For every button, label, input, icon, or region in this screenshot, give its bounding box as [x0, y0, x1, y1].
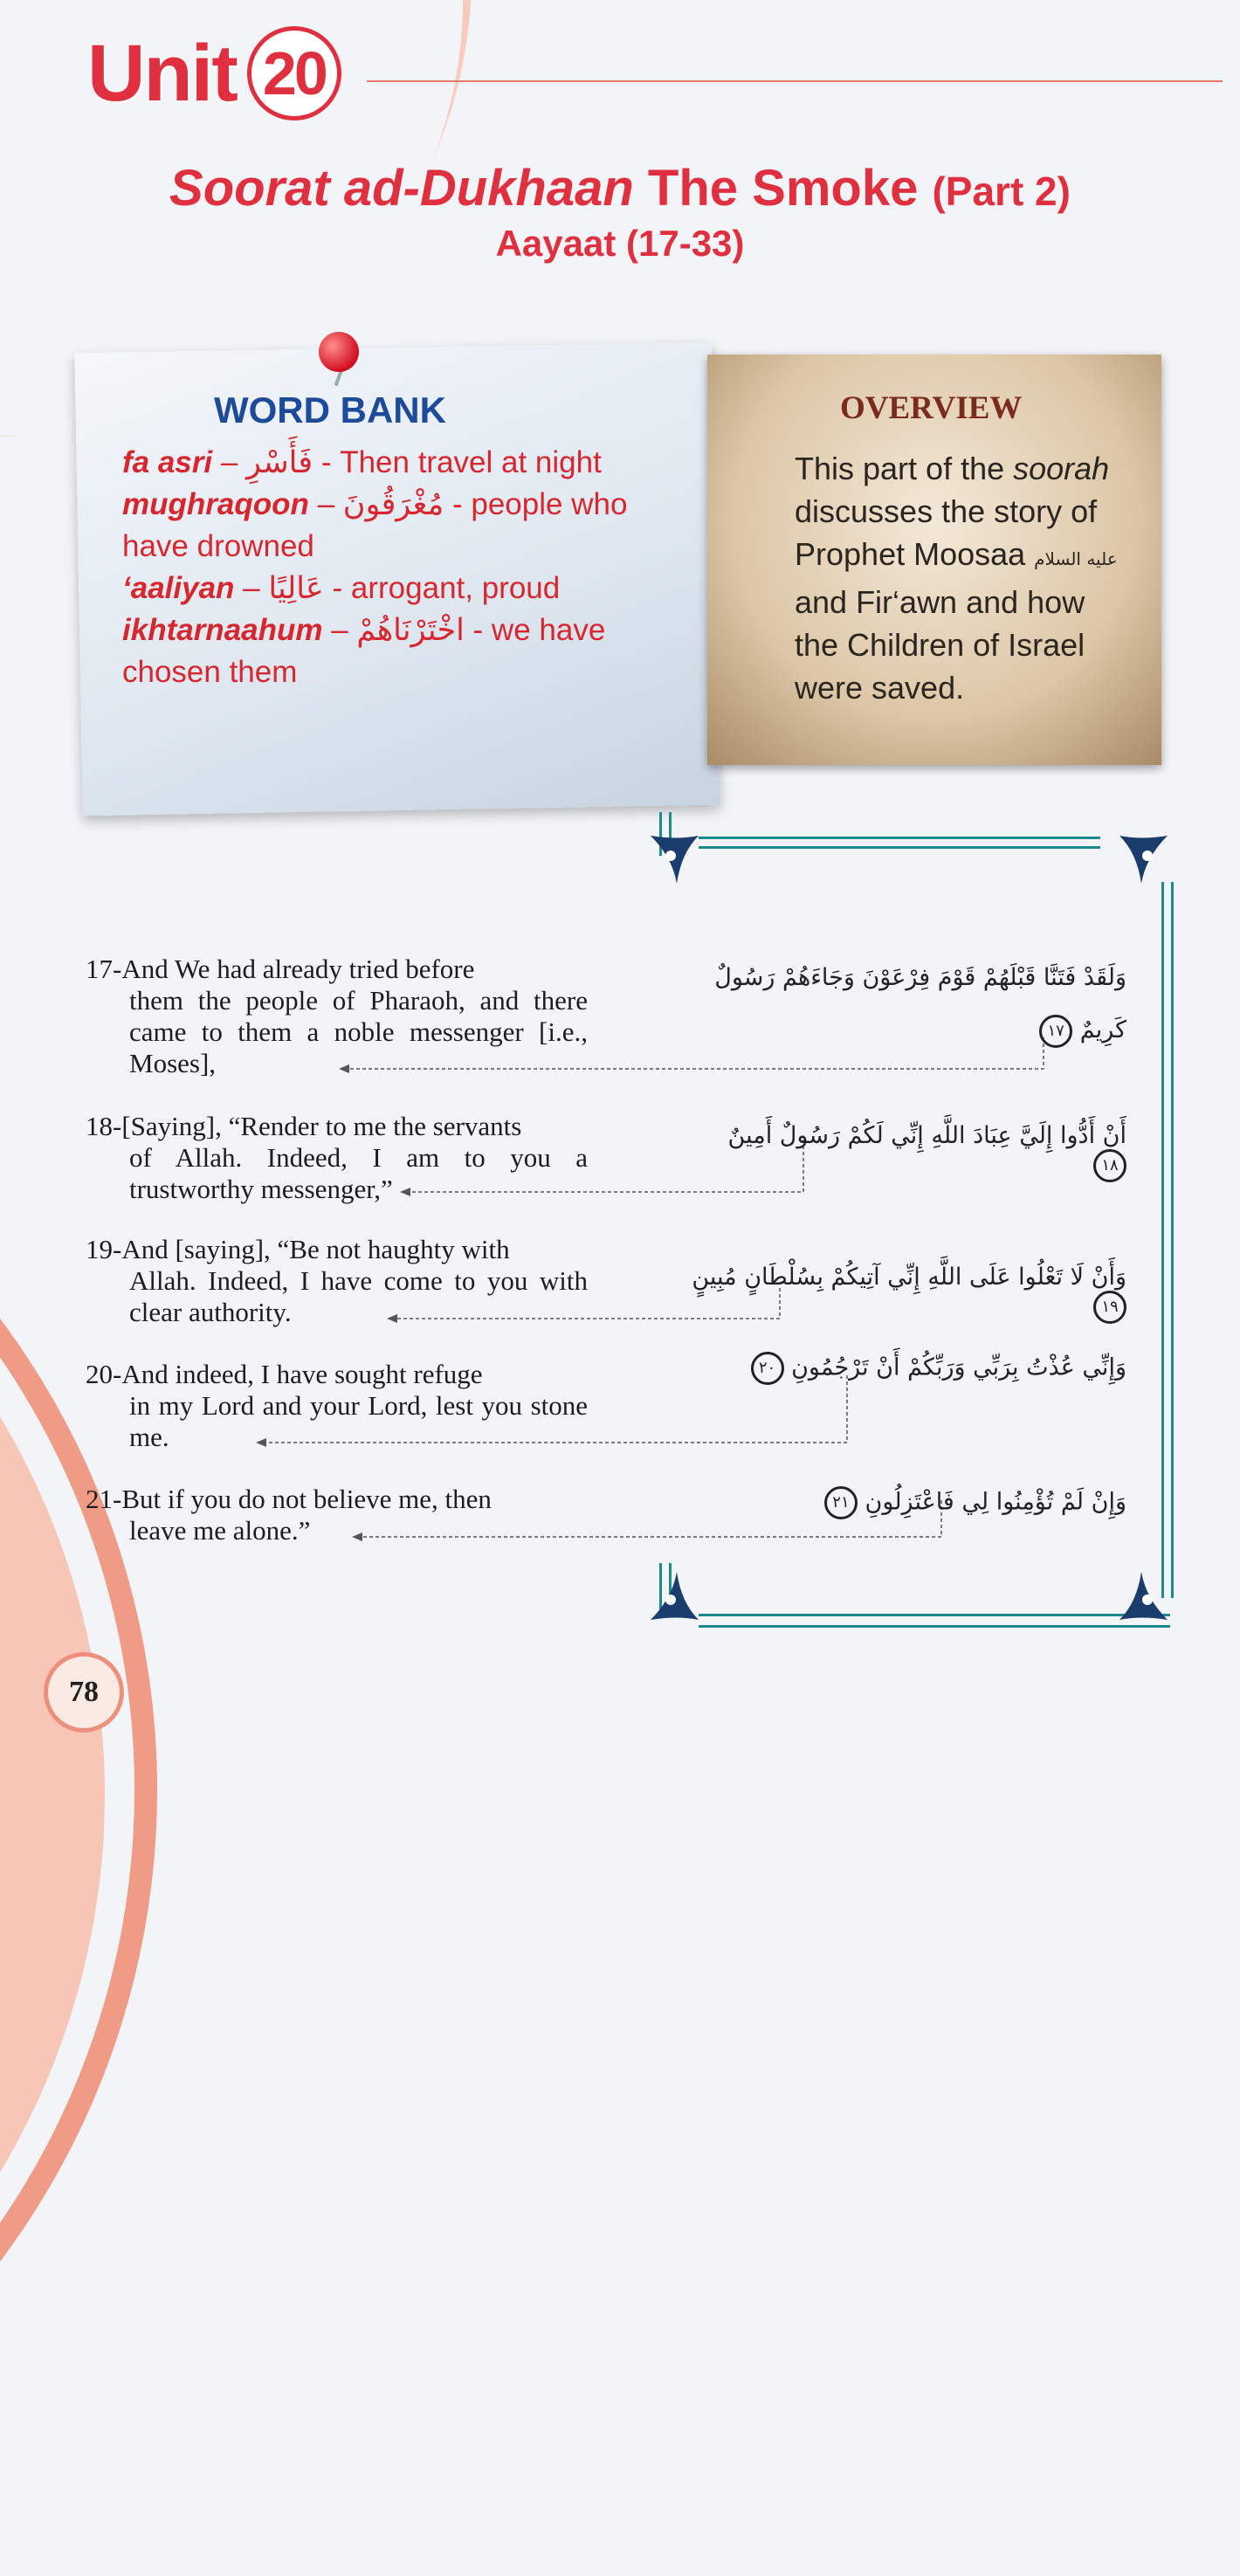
entry-term: fa asri — [122, 445, 213, 479]
ayah-rest: Allah. Indeed, I have come to you with clear authority. — [129, 1265, 588, 1327]
entry-separator: - — [464, 613, 492, 647]
title-english: The Smoke — [647, 160, 919, 217]
page-subtitle: Aayaat (17-33) — [495, 223, 745, 264]
ayah-rest: leave me alone.” — [129, 1515, 311, 1546]
title-part: (Part 2) — [932, 169, 1071, 214]
overview-text — [795, 447, 1135, 709]
ayah-number: 20- — [86, 1359, 122, 1389]
entry-meaning: Then travel at night — [340, 445, 602, 479]
ayah-translation — [86, 1111, 588, 1205]
entry-term: ikhtarnaahum — [122, 613, 323, 647]
pushpin-icon — [319, 332, 359, 372]
corner-ornament-icon — [646, 831, 707, 892]
ayah-first-line: And We had already tried before — [121, 954, 475, 984]
overview-text-part: discusses the story of Prophet Moosaa — [795, 493, 1098, 572]
frame-top-border — [699, 837, 1100, 849]
entry-meaning: people who have drowned — [122, 487, 628, 563]
ayah-arabic — [690, 1486, 1126, 1519]
entry-arabic: فَأَسْرِ — [246, 445, 313, 480]
ayah-number: 21- — [86, 1484, 122, 1514]
arabic-text: أَنْ أَدُّوا إِلَيَّ عِبَادَ اللَّهِ إِنِّي لَكُمْ رَسُولٌ أَمِينٌ — [727, 1122, 1126, 1149]
overview-text-part: and Fir‘awn and how the Children of Israel were saved. — [795, 584, 1085, 706]
ayah-end-marker: ١٨ — [1093, 1149, 1126, 1182]
ayah-arabic — [690, 1352, 1126, 1385]
ayah-number: 19- — [86, 1234, 122, 1264]
word-bank-list — [122, 442, 681, 693]
ayah-first-line: [Saying], “Render to me the servants — [121, 1111, 522, 1141]
entry-separator: – — [308, 487, 343, 521]
overview-heading: OVERVIEW — [840, 390, 1023, 426]
unit-number-badge: 20 — [247, 26, 341, 121]
unit-word: Unit — [87, 28, 237, 118]
ayah-first-line: But if you do not believe me, then — [121, 1484, 492, 1514]
frame-bottom-border — [699, 1614, 1170, 1628]
ayah-end-marker: ٢١ — [824, 1486, 858, 1519]
ayah-rest: of Allah. Indeed, I am to you a trustworthy messenger,” — [129, 1142, 588, 1204]
entry-separator: – — [212, 445, 247, 479]
word-bank-entry — [122, 610, 681, 693]
ayah-rest: them the people of Pharaoh, and there came to them a noble messenger [i.e., Moses], — [129, 985, 588, 1078]
unit-heading — [87, 26, 341, 121]
entry-separator: - — [313, 445, 341, 479]
page-number: 78 — [44, 1652, 124, 1732]
entry-meaning: arrogant, proud — [350, 571, 561, 605]
ayah-arabic — [690, 1264, 1126, 1324]
ayah-arabic — [690, 1122, 1126, 1182]
entry-separator: - — [444, 487, 472, 521]
page-title — [0, 159, 1240, 217]
overview-text-part: This part of the — [795, 451, 1014, 486]
corner-ornament-icon — [646, 1563, 707, 1624]
ayah-number: 18- — [86, 1111, 122, 1141]
ayah-arabic — [690, 952, 1126, 1057]
entry-arabic: اخْتَرْنَاهُمْ — [356, 613, 465, 648]
word-bank-entry — [122, 442, 681, 484]
overview-text-emphasis: soorah — [1013, 451, 1110, 486]
unit-rule — [367, 80, 1223, 82]
ayah-end-marker: ٢٠ — [751, 1352, 784, 1385]
arabic-text: وَإِنْ لَمْ تُؤْمِنُوا لِي فَاعْتَزِلُونِ — [865, 1488, 1126, 1516]
arabic-text: وَأَنْ لَا تَعْلُوا عَلَى اللَّهِ إِنِّي آتِيكُمْ بِسُلْطَانٍ مُبِينٍ — [692, 1264, 1126, 1291]
entry-separator: - — [323, 571, 351, 605]
corner-ornament-icon — [1111, 831, 1172, 892]
ayah-translation — [86, 1359, 588, 1453]
frame-right-border — [1161, 882, 1174, 1598]
arabic-text: وَلَقَدْ فَتَنَّا قَبْلَهُمْ قَوْمَ فِرْعَوْنَ وَجَاءَهُمْ رَسُولٌ كَرِيمٌ — [714, 964, 1126, 1043]
entry-arabic: مُغْرَقُونَ — [342, 487, 444, 522]
word-bank-heading: WORD BANK — [214, 389, 446, 430]
word-bank-entry — [122, 484, 681, 568]
entry-meaning: we have chosen them — [122, 613, 606, 689]
title-soorah-name: Soorat ad-Dukhaan — [169, 160, 634, 217]
ayah-rest: in my Lord and your Lord, lest you stone me. — [129, 1390, 588, 1452]
ayah-translation — [86, 1234, 588, 1328]
entry-separator: – — [234, 571, 269, 605]
corner-ornament-icon — [1111, 1563, 1172, 1624]
honorific-mark: عليه السلام — [1034, 548, 1118, 569]
entry-separator: – — [322, 613, 357, 647]
ayah-end-marker: ١٩ — [1093, 1291, 1126, 1324]
ayah-first-line: And indeed, I have sought refuge — [121, 1359, 483, 1389]
ayah-end-marker: ١٧ — [1039, 1015, 1072, 1048]
entry-term: mughraqoon — [122, 487, 309, 521]
arabic-text: وَإِنِّي عُذْتُ بِرَبِّي وَرَبِّكُمْ أَنْ تَرْجُمُونِ — [791, 1353, 1126, 1381]
ayah-translation — [86, 954, 588, 1079]
ayah-translation — [86, 1484, 588, 1546]
entry-term: ‘aaliyan — [122, 571, 235, 605]
ayah-first-line: And [saying], “Be not haughty with — [121, 1234, 510, 1264]
entry-arabic: عَالِيًا — [268, 571, 324, 606]
word-bank-entry — [122, 568, 681, 610]
ayah-number: 17- — [86, 954, 122, 984]
